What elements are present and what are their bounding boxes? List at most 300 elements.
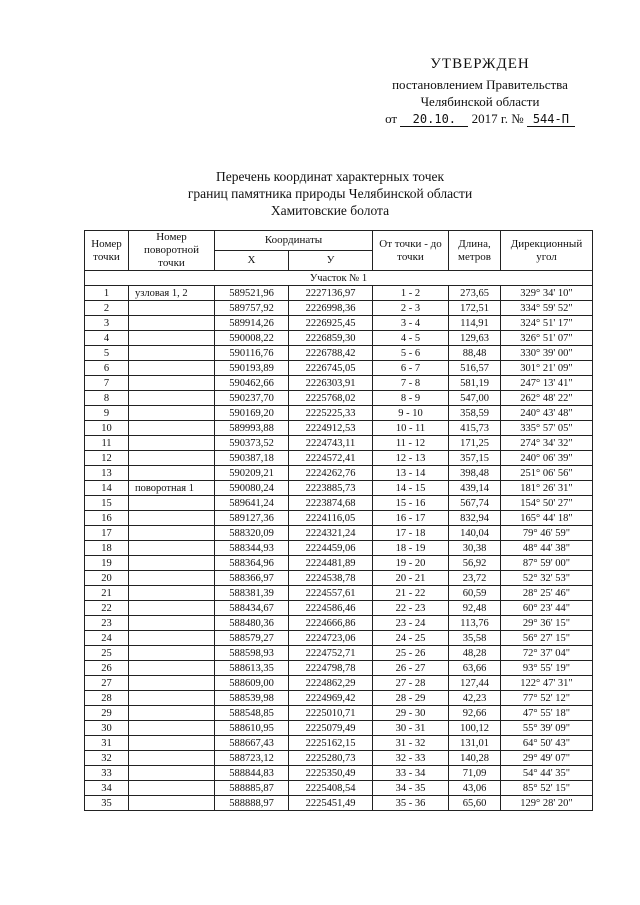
cell-x: 588434,67 — [215, 601, 289, 616]
cell-turn-point — [129, 331, 215, 346]
cell-point-no: 22 — [85, 601, 129, 616]
cell-angle: 324° 51' 17" — [501, 316, 593, 331]
cell-y: 2224862,29 — [289, 676, 373, 691]
cell-x: 588609,00 — [215, 676, 289, 691]
cell-segment: 10 - 11 — [373, 421, 449, 436]
cell-angle: 274° 34' 32" — [501, 436, 593, 451]
cell-point-no: 17 — [85, 526, 129, 541]
cell-segment: 31 - 32 — [373, 736, 449, 751]
cell-point-no: 26 — [85, 661, 129, 676]
cell-length: 357,15 — [449, 451, 501, 466]
cell-y: 2226925,45 — [289, 316, 373, 331]
cell-y: 2226998,36 — [289, 301, 373, 316]
cell-segment: 1 - 2 — [373, 286, 449, 301]
cell-turn-point — [129, 316, 215, 331]
cell-length: 65,60 — [449, 796, 501, 811]
header-row-1 — [85, 231, 593, 251]
cell-point-no: 24 — [85, 631, 129, 646]
cell-turn-point — [129, 421, 215, 436]
cell-x: 590008,22 — [215, 331, 289, 346]
cell-point-no: 3 — [85, 316, 129, 331]
header-length: Длина, метров — [449, 231, 501, 271]
cell-segment: 20 - 21 — [373, 571, 449, 586]
table-row — [85, 361, 593, 376]
cell-point-no: 9 — [85, 406, 129, 421]
header-x: X — [215, 251, 289, 271]
cell-point-no: 11 — [85, 436, 129, 451]
cell-y: 2227136,97 — [289, 286, 373, 301]
cell-length: 140,28 — [449, 751, 501, 766]
cell-segment: 7 - 8 — [373, 376, 449, 391]
table-row — [85, 436, 593, 451]
cell-point-no: 13 — [85, 466, 129, 481]
cell-angle: 262° 48' 22" — [501, 391, 593, 406]
table-row — [85, 751, 593, 766]
cell-x: 588723,12 — [215, 751, 289, 766]
cell-angle: 48° 44' 38" — [501, 541, 593, 556]
cell-length: 127,44 — [449, 676, 501, 691]
cell-length: 832,94 — [449, 511, 501, 526]
cell-point-no: 2 — [85, 301, 129, 316]
cell-y: 2226859,30 — [289, 331, 373, 346]
cell-x: 589757,92 — [215, 301, 289, 316]
cell-segment: 5 - 6 — [373, 346, 449, 361]
cell-x: 590387,18 — [215, 451, 289, 466]
cell-y: 2224538,78 — [289, 571, 373, 586]
cell-length: 114,91 — [449, 316, 501, 331]
cell-segment: 29 - 30 — [373, 706, 449, 721]
cell-length: 23,72 — [449, 571, 501, 586]
cell-y: 2224723,06 — [289, 631, 373, 646]
cell-segment: 23 - 24 — [373, 616, 449, 631]
cell-x: 588344,93 — [215, 541, 289, 556]
cell-angle: 72° 37' 04" — [501, 646, 593, 661]
table-row — [85, 316, 593, 331]
cell-angle: 240° 43' 48" — [501, 406, 593, 421]
cell-length: 415,73 — [449, 421, 501, 436]
cell-turn-point — [129, 511, 215, 526]
cell-y: 2223874,68 — [289, 496, 373, 511]
cell-length: 358,59 — [449, 406, 501, 421]
cell-angle: 55° 39' 09" — [501, 721, 593, 736]
cell-point-no: 5 — [85, 346, 129, 361]
table-row — [85, 376, 593, 391]
approval-line-2: Челябинской области — [420, 94, 540, 109]
cell-angle: 87° 59' 00" — [501, 556, 593, 571]
cell-angle: 251° 06' 56" — [501, 466, 593, 481]
cell-x: 588548,85 — [215, 706, 289, 721]
cell-segment: 12 - 13 — [373, 451, 449, 466]
cell-angle: 154° 50' 27" — [501, 496, 593, 511]
cell-segment: 18 - 19 — [373, 541, 449, 556]
title-line-3: Хамитовские болота — [270, 203, 390, 218]
cell-angle: 122° 47' 31" — [501, 676, 593, 691]
cell-angle: 93° 55' 19" — [501, 661, 593, 676]
cell-length: 273,65 — [449, 286, 501, 301]
section-row — [85, 271, 593, 286]
cell-length: 439,14 — [449, 481, 501, 496]
approval-block — [360, 56, 600, 127]
cell-point-no: 23 — [85, 616, 129, 631]
cell-length: 129,63 — [449, 331, 501, 346]
cell-x: 590237,70 — [215, 391, 289, 406]
cell-segment: 13 - 14 — [373, 466, 449, 481]
cell-point-no: 27 — [85, 676, 129, 691]
cell-x: 588364,96 — [215, 556, 289, 571]
cell-turn-point — [129, 766, 215, 781]
cell-length: 398,48 — [449, 466, 501, 481]
cell-segment: 3 - 4 — [373, 316, 449, 331]
cell-x: 588480,36 — [215, 616, 289, 631]
cell-angle: 329° 34' 10" — [501, 286, 593, 301]
cell-angle: 79° 46' 59" — [501, 526, 593, 541]
table-row — [85, 706, 593, 721]
cell-y: 2225280,73 — [289, 751, 373, 766]
table-row — [85, 391, 593, 406]
cell-angle: 52° 32' 53" — [501, 571, 593, 586]
cell-x: 589993,88 — [215, 421, 289, 436]
cell-point-no: 31 — [85, 736, 129, 751]
cell-y: 2226788,42 — [289, 346, 373, 361]
date-prefix: от — [385, 111, 398, 126]
cell-length: 113,76 — [449, 616, 501, 631]
cell-segment: 19 - 20 — [373, 556, 449, 571]
cell-turn-point — [129, 706, 215, 721]
approval-date-line — [360, 110, 600, 127]
cell-y: 2224666,86 — [289, 616, 373, 631]
header-turn-point-no: Номер поворотной точки — [129, 231, 215, 271]
cell-segment: 26 - 27 — [373, 661, 449, 676]
cell-y: 2224557,61 — [289, 586, 373, 601]
cell-y: 2224321,24 — [289, 526, 373, 541]
cell-segment: 30 - 31 — [373, 721, 449, 736]
header-y: У — [289, 251, 373, 271]
cell-length: 48,28 — [449, 646, 501, 661]
cell-point-no: 29 — [85, 706, 129, 721]
cell-length: 140,04 — [449, 526, 501, 541]
cell-y: 2225408,54 — [289, 781, 373, 796]
cell-point-no: 4 — [85, 331, 129, 346]
cell-turn-point: узловая 1, 2 — [129, 286, 215, 301]
cell-turn-point — [129, 676, 215, 691]
cell-x: 588366,97 — [215, 571, 289, 586]
cell-x: 590373,52 — [215, 436, 289, 451]
cell-turn-point — [129, 631, 215, 646]
table-row — [85, 466, 593, 481]
cell-point-no: 1 — [85, 286, 129, 301]
cell-point-no: 19 — [85, 556, 129, 571]
table-row — [85, 346, 593, 361]
cell-segment: 32 - 33 — [373, 751, 449, 766]
cell-length: 35,58 — [449, 631, 501, 646]
cell-length: 547,00 — [449, 391, 501, 406]
table-row — [85, 526, 593, 541]
header-direction: Дирекционный угол — [501, 231, 593, 271]
cell-length: 56,92 — [449, 556, 501, 571]
cell-y: 2225079,49 — [289, 721, 373, 736]
cell-point-no: 35 — [85, 796, 129, 811]
cell-y: 2224572,41 — [289, 451, 373, 466]
document-title — [120, 168, 540, 219]
cell-length: 60,59 — [449, 586, 501, 601]
cell-x: 588885,87 — [215, 781, 289, 796]
table-row — [85, 586, 593, 601]
cell-turn-point — [129, 451, 215, 466]
cell-x: 589641,24 — [215, 496, 289, 511]
table-row — [85, 496, 593, 511]
cell-angle: 54° 44' 35" — [501, 766, 593, 781]
cell-angle: 326° 51' 07" — [501, 331, 593, 346]
cell-segment: 22 - 23 — [373, 601, 449, 616]
cell-turn-point — [129, 691, 215, 706]
cell-point-no: 6 — [85, 361, 129, 376]
cell-x: 590116,76 — [215, 346, 289, 361]
header-coordinates: Координаты — [215, 231, 373, 251]
header-from-to: От точки - до точки — [373, 231, 449, 271]
cell-x: 590462,66 — [215, 376, 289, 391]
cell-y: 2226303,91 — [289, 376, 373, 391]
cell-segment: 15 - 16 — [373, 496, 449, 511]
cell-turn-point — [129, 391, 215, 406]
table-row — [85, 451, 593, 466]
cell-turn-point — [129, 466, 215, 481]
table-row — [85, 616, 593, 631]
cell-angle: 330° 39' 00" — [501, 346, 593, 361]
cell-point-no: 15 — [85, 496, 129, 511]
cell-length: 581,19 — [449, 376, 501, 391]
table-row — [85, 646, 593, 661]
cell-y: 2224969,42 — [289, 691, 373, 706]
cell-point-no: 25 — [85, 646, 129, 661]
cell-x: 588579,27 — [215, 631, 289, 646]
cell-y: 2226745,05 — [289, 361, 373, 376]
cell-y: 2224586,46 — [289, 601, 373, 616]
cell-turn-point — [129, 781, 215, 796]
cell-length: 171,25 — [449, 436, 501, 451]
cell-segment: 27 - 28 — [373, 676, 449, 691]
table-row — [85, 481, 593, 496]
cell-point-no: 12 — [85, 451, 129, 466]
section-label: Участок № 1 — [85, 271, 593, 286]
approval-date: 20.10. — [400, 112, 468, 127]
cell-length: 131,01 — [449, 736, 501, 751]
table-row — [85, 661, 593, 676]
cell-point-no: 16 — [85, 511, 129, 526]
cell-y: 2223885,73 — [289, 481, 373, 496]
cell-length: 172,51 — [449, 301, 501, 316]
cell-point-no: 32 — [85, 751, 129, 766]
table-row — [85, 421, 593, 436]
cell-length: 516,57 — [449, 361, 501, 376]
cell-length: 92,66 — [449, 706, 501, 721]
cell-y: 2224459,06 — [289, 541, 373, 556]
table-row — [85, 796, 593, 811]
cell-y: 2224116,05 — [289, 511, 373, 526]
cell-turn-point — [129, 436, 215, 451]
cell-turn-point — [129, 751, 215, 766]
cell-length: 88,48 — [449, 346, 501, 361]
cell-turn-point — [129, 661, 215, 676]
cell-point-no: 30 — [85, 721, 129, 736]
cell-x: 589521,96 — [215, 286, 289, 301]
cell-turn-point — [129, 526, 215, 541]
cell-x: 588381,39 — [215, 586, 289, 601]
table-row — [85, 301, 593, 316]
cell-length: 42,23 — [449, 691, 501, 706]
cell-angle: 56° 27' 15" — [501, 631, 593, 646]
cell-angle: 64° 50' 43" — [501, 736, 593, 751]
cell-segment: 24 - 25 — [373, 631, 449, 646]
cell-segment: 35 - 36 — [373, 796, 449, 811]
cell-x: 590209,21 — [215, 466, 289, 481]
cell-x: 588320,09 — [215, 526, 289, 541]
cell-point-no: 20 — [85, 571, 129, 586]
cell-y: 2225010,71 — [289, 706, 373, 721]
cell-x: 589914,26 — [215, 316, 289, 331]
cell-length: 100,12 — [449, 721, 501, 736]
cell-turn-point — [129, 376, 215, 391]
cell-x: 588667,43 — [215, 736, 289, 751]
table-row — [85, 511, 593, 526]
cell-angle: 77° 52' 12" — [501, 691, 593, 706]
cell-y: 2224743,11 — [289, 436, 373, 451]
cell-segment: 4 - 5 — [373, 331, 449, 346]
cell-angle: 129° 28' 20" — [501, 796, 593, 811]
cell-angle: 240° 06' 39" — [501, 451, 593, 466]
cell-x: 590193,89 — [215, 361, 289, 376]
cell-length: 30,38 — [449, 541, 501, 556]
cell-point-no: 14 — [85, 481, 129, 496]
cell-length: 63,66 — [449, 661, 501, 676]
cell-turn-point — [129, 361, 215, 376]
cell-segment: 28 - 29 — [373, 691, 449, 706]
table-row — [85, 781, 593, 796]
cell-turn-point — [129, 601, 215, 616]
cell-y: 2225768,02 — [289, 391, 373, 406]
table-row — [85, 406, 593, 421]
table-row — [85, 766, 593, 781]
header-point-no: Номер точки — [85, 231, 129, 271]
cell-turn-point — [129, 496, 215, 511]
cell-x: 589127,36 — [215, 511, 289, 526]
cell-length: 567,74 — [449, 496, 501, 511]
table-row — [85, 601, 593, 616]
cell-point-no: 34 — [85, 781, 129, 796]
cell-y: 2225162,15 — [289, 736, 373, 751]
cell-segment: 6 - 7 — [373, 361, 449, 376]
cell-point-no: 18 — [85, 541, 129, 556]
cell-y: 2224752,71 — [289, 646, 373, 661]
cell-turn-point — [129, 616, 215, 631]
title-line-2: границ памятника природы Челябинской области — [187, 186, 473, 201]
cell-turn-point — [129, 556, 215, 571]
cell-segment: 21 - 22 — [373, 586, 449, 601]
cell-angle: 247° 13' 41" — [501, 376, 593, 391]
cell-turn-point — [129, 406, 215, 421]
cell-turn-point — [129, 541, 215, 556]
table-row — [85, 691, 593, 706]
cell-x: 588598,93 — [215, 646, 289, 661]
cell-turn-point — [129, 796, 215, 811]
table-row — [85, 331, 593, 346]
cell-segment: 25 - 26 — [373, 646, 449, 661]
cell-segment: 16 - 17 — [373, 511, 449, 526]
cell-x: 588539,98 — [215, 691, 289, 706]
cell-angle: 28° 25' 46" — [501, 586, 593, 601]
cell-segment: 33 - 34 — [373, 766, 449, 781]
cell-x: 588888,97 — [215, 796, 289, 811]
approval-number: 544-П — [527, 112, 575, 127]
cell-segment: 2 - 3 — [373, 301, 449, 316]
cell-y: 2225225,33 — [289, 406, 373, 421]
cell-length: 43,06 — [449, 781, 501, 796]
cell-y: 2224481,89 — [289, 556, 373, 571]
cell-x: 588844,83 — [215, 766, 289, 781]
cell-angle: 47° 55' 18" — [501, 706, 593, 721]
cell-point-no: 7 — [85, 376, 129, 391]
cell-angle: 181° 26' 31" — [501, 481, 593, 496]
cell-y: 2225451,49 — [289, 796, 373, 811]
table-row — [85, 736, 593, 751]
cell-segment: 14 - 15 — [373, 481, 449, 496]
table-row — [85, 676, 593, 691]
cell-point-no: 10 — [85, 421, 129, 436]
table-row — [85, 556, 593, 571]
cell-angle: 335° 57' 05" — [501, 421, 593, 436]
cell-turn-point — [129, 586, 215, 601]
table-row — [85, 571, 593, 586]
cell-point-no: 8 — [85, 391, 129, 406]
cell-segment: 34 - 35 — [373, 781, 449, 796]
cell-angle: 334° 59' 52" — [501, 301, 593, 316]
cell-turn-point — [129, 736, 215, 751]
cell-turn-point — [129, 301, 215, 316]
cell-segment: 9 - 10 — [373, 406, 449, 421]
cell-segment: 17 - 18 — [373, 526, 449, 541]
cell-segment: 8 - 9 — [373, 391, 449, 406]
cell-turn-point — [129, 346, 215, 361]
cell-angle: 301° 21' 09" — [501, 361, 593, 376]
table-row — [85, 286, 593, 301]
cell-y: 2224262,76 — [289, 466, 373, 481]
cell-point-no: 33 — [85, 766, 129, 781]
cell-angle: 29° 36' 15" — [501, 616, 593, 631]
cell-turn-point: поворотная 1 — [129, 481, 215, 496]
cell-segment: 11 - 12 — [373, 436, 449, 451]
cell-turn-point — [129, 646, 215, 661]
table-row — [85, 541, 593, 556]
cell-point-no: 28 — [85, 691, 129, 706]
cell-angle: 29° 49' 07" — [501, 751, 593, 766]
cell-angle: 85° 52' 15" — [501, 781, 593, 796]
approved-heading: УТВЕРЖДЕН — [430, 56, 530, 72]
year-text: 2017 г. № — [471, 111, 524, 126]
cell-x: 588610,95 — [215, 721, 289, 736]
cell-turn-point — [129, 721, 215, 736]
cell-turn-point — [129, 571, 215, 586]
cell-y: 2225350,49 — [289, 766, 373, 781]
cell-x: 590169,20 — [215, 406, 289, 421]
cell-length: 71,09 — [449, 766, 501, 781]
cell-x: 590080,24 — [215, 481, 289, 496]
cell-x: 588613,35 — [215, 661, 289, 676]
cell-y: 2224912,53 — [289, 421, 373, 436]
table-row — [85, 721, 593, 736]
cell-angle: 165° 44' 18" — [501, 511, 593, 526]
cell-point-no: 21 — [85, 586, 129, 601]
title-line-1: Перечень координат характерных точек — [215, 169, 445, 184]
approval-line-1: постановлением Правительства — [392, 77, 568, 92]
